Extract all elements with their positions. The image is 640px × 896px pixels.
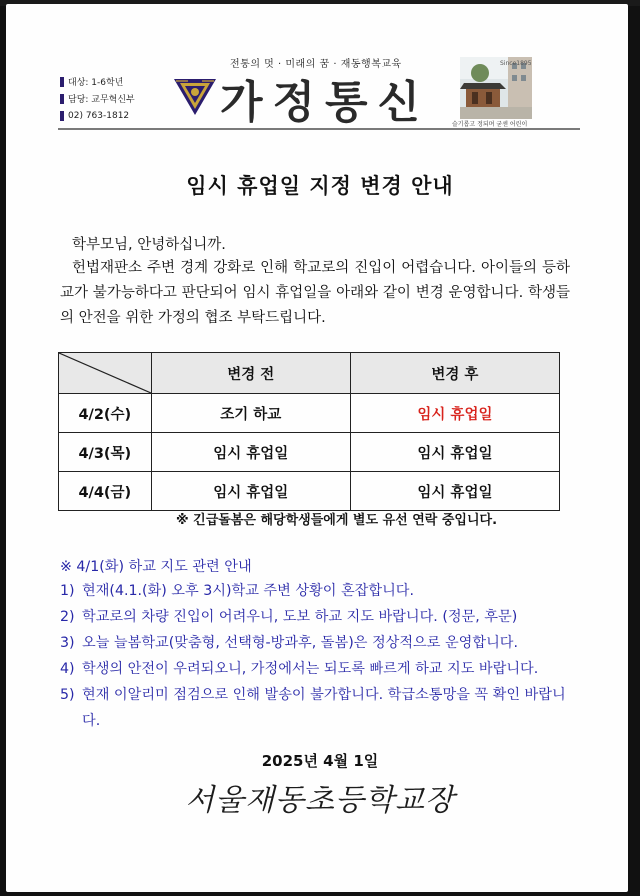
school-emblem-icon [172,75,218,117]
list-item [60,630,580,656]
row-date: 4/2(수) [59,394,152,433]
photo-caption: 슬기롭고 정되며 굳센 어린이 [452,121,528,128]
row-after: 임시 휴업일 [350,472,559,511]
list-item-text: 현재 이알리미 점검으로 인해 발송이 불가합니다. 학급소통망을 꼭 확인 바랍니다. [82,687,566,729]
header-divider [58,128,580,130]
info-bullet-icon [60,94,64,104]
newsletter-title: 가정통신 [220,77,431,128]
list-item-number: 4) [60,661,75,677]
row-before: 임시 휴업일 [151,433,350,472]
list-item-text: 학교로의 차량 진입이 어려우니, 도보 하교 지도 바랍니다. (정문, 후문) [82,609,518,625]
row-after-highlight: 임시 휴업일 [350,394,559,433]
info-bullet-icon [60,111,64,121]
row-date: 4/3(목) [59,433,152,472]
list-item-number: 5) [60,687,75,703]
list-item-text: 현재(4.1.(화) 오후 3시)학교 주변 상황이 혼잡합니다. [82,583,414,599]
list-item-number: 3) [60,635,75,651]
notice-heading: ※ 4/1(화) 하교 지도 관련 안내 [60,559,252,575]
intro-paragraph: 헌법재판소 주변 경계 강화로 인해 학교로의 진입이 어렵습니다. 아이들의 등하교가 불가능하다고 판단되어 임시 휴업일을 아래와 같이 변경 운영합니다. 학생들의 안전을 위한 가정의 협조 부탁드립니다. [60,260,571,326]
table-row [59,433,560,472]
info-block [60,73,135,124]
info-bullet-icon [60,77,64,87]
info-department-text: 담당: 교무혁신부 [68,95,135,105]
photo-badge-text: Since1895 [500,60,532,67]
list-item-number: 1) [60,583,75,599]
header-before: 변경 전 [151,353,350,394]
list-item [60,682,580,734]
emergency-care-note: ※ 긴급돌봄은 해당학생들에게 별도 유선 연락 중입니다. [176,513,498,528]
info-department [60,90,135,107]
list-item-text: 학생의 안전이 우려되오니, 가정에서는 되도록 빠르게 하교 지도 바랍니다. [82,661,539,677]
list-item [60,604,580,630]
info-phone [60,107,135,124]
list-item [60,656,580,682]
table-row [59,394,560,433]
info-target [60,73,135,90]
greeting: 학부모님, 안녕하십니까. [72,237,226,253]
diagonal-line [59,353,151,393]
header-after: 변경 후 [350,353,559,394]
table-corner-cell [59,353,152,394]
school-motto: 전통의 멋 · 미래의 꿈 · 재동행복교육 [230,59,402,70]
table-header-row [59,353,560,394]
row-after: 임시 휴업일 [350,433,559,472]
row-before: 임시 휴업일 [151,472,350,511]
info-phone-text: 02) 763-1812 [68,110,130,121]
row-before: 조기 하교 [151,394,350,433]
list-item-text: 오늘 늘봄학교(맞춤형, 선택형-방과후, 돌봄)은 정상적으로 운영합니다. [82,635,519,651]
list-item [60,578,580,604]
school-building-photo [460,57,532,119]
schedule-table [58,352,560,511]
table-row [59,472,560,511]
document-title: 임시 휴업일 지정 변경 안내 [186,174,454,198]
notice-list [60,578,580,734]
row-date: 4/4(금) [59,472,152,511]
info-target-text: 대상: 1-6학년 [68,78,124,88]
principal-signature: 서울재동초등학교장 [185,783,455,818]
list-item-number: 2) [60,609,75,625]
issue-date: 2025년 4월 1일 [261,752,379,770]
